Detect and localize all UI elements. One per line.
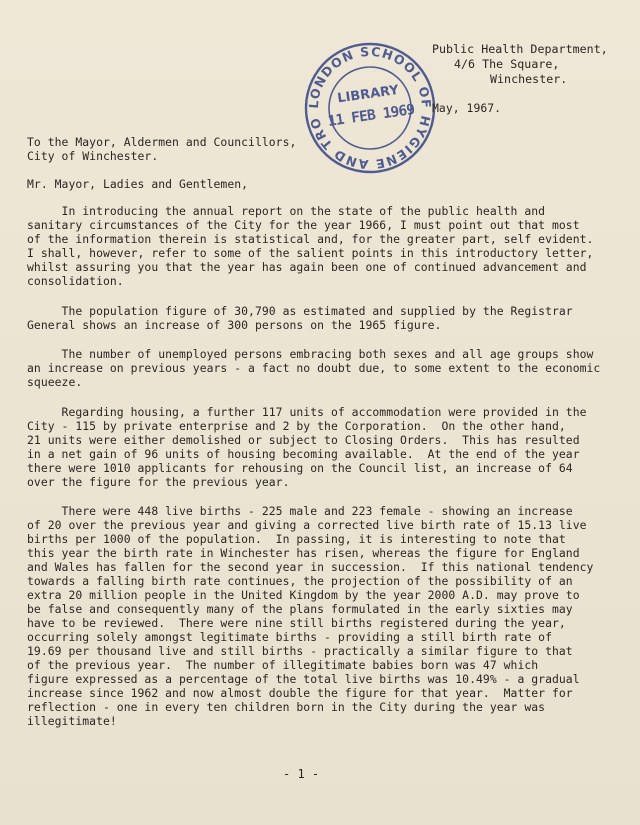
body-line: Regarding housing, a further 117 units of accommodation were provided in the xyxy=(27,405,587,419)
body-line: sanitary circumstances of the City for the year 1966, I must point out that most xyxy=(27,218,580,232)
body-line: be false and consequently many of the plans formulated in the early sixties may xyxy=(27,602,573,616)
stamp-date: 11 FEB 1969 xyxy=(326,101,416,130)
body-line: General shows an increase of 300 persons on the 1965 figure. xyxy=(27,318,442,332)
body-line: reflection - one in every ten children born in the City during the year was xyxy=(27,700,546,714)
salutation: Mr. Mayor, Ladies and Gentlemen, xyxy=(27,177,249,191)
page-number: - 1 - xyxy=(283,767,320,781)
letter-date: May, 1967. xyxy=(432,101,502,115)
address-line: 4/6 The Square, xyxy=(454,57,560,71)
body-line: births per 1000 of the population. In passing, it is interesting to note that xyxy=(27,532,566,546)
body-line: The number of unemployed persons embracing both sexes and all age groups show xyxy=(27,347,594,361)
body-line: 21 units were either demolished or subject to Closing Orders. This has resulted xyxy=(27,433,580,447)
body-line: of the previous year. The number of illegitimate babies born was 47 which xyxy=(27,658,539,672)
body-line: and Wales has fallen for the second year in succession. If this national tendency xyxy=(27,560,594,574)
body-line: extra 20 million people in the United Kingdom by the year 2000 A.D. may prove to xyxy=(27,588,580,602)
body-line: towards a falling birth rate continues, the projection of the possibility of an xyxy=(27,574,573,588)
body-line: figure expressed as a percentage of the total live births was 10.49% - a gradual xyxy=(27,672,580,686)
body-line: over the figure for the previous year. xyxy=(27,475,290,489)
body-line: City - 115 by private enterprise and 2 by the Corporation. On the other hand, xyxy=(27,419,566,433)
address-line: Winchester. xyxy=(490,72,568,86)
body-line: increase since 1962 and now almost double the figure for that year. Matter for xyxy=(27,686,573,700)
body-line: I shall, however, refer to some of the salient points in this introductory letter, xyxy=(27,246,594,260)
body-line: in a net gain of 96 units of housing becoming available. At the end of the year xyxy=(27,447,580,461)
body-line: of the information therein is statistical and, for the greater part, self evident. xyxy=(27,232,594,246)
body-line: illegitimate! xyxy=(27,714,117,728)
body-line: of 20 over the previous year and giving a corrected live birth rate of 15.13 live xyxy=(27,518,587,532)
recipient-line: City of Winchester. xyxy=(27,149,159,163)
body-line: this year the birth rate in Winchester has risen, whereas the figure for England xyxy=(27,546,580,560)
body-line: In introducing the annual report on the state of the public health and xyxy=(27,204,546,218)
body-line: there were 1010 applicants for rehousing on the Council list, an increase of 64 xyxy=(27,461,573,475)
recipient-line: To the Mayor, Aldermen and Councillors, xyxy=(27,135,297,149)
body-line: The population figure of 30,790 as estimated and supplied by the Registrar xyxy=(27,304,573,318)
body-line: an increase on previous years - a fact no doubt due, to some extent to the economic xyxy=(27,361,601,375)
body-line: consolidation. xyxy=(27,274,124,288)
body-line: have to be reviewed. There were nine still births registered during the year, xyxy=(27,616,566,630)
library-stamp xyxy=(302,40,438,176)
body-line: occurring solely amongst legitimate births - providing a still birth rate of xyxy=(27,630,552,644)
stamp-library-label: LIBRARY xyxy=(336,82,400,107)
stamp-outer-text: LONDON SCHOOL OF HYGIENE AND TROPICAL xyxy=(305,43,435,173)
body-line: squeeze. xyxy=(27,375,83,389)
body-line: whilst assuring you that the year has again been one of continued advancement and xyxy=(27,260,587,274)
body-line: There were 448 live births - 225 male and 223 female - showing an increase xyxy=(27,504,573,518)
address-line: Public Health Department, xyxy=(432,42,608,56)
body-line: 19.69 per thousand live and still births - practically a similar figure to that xyxy=(27,644,573,658)
